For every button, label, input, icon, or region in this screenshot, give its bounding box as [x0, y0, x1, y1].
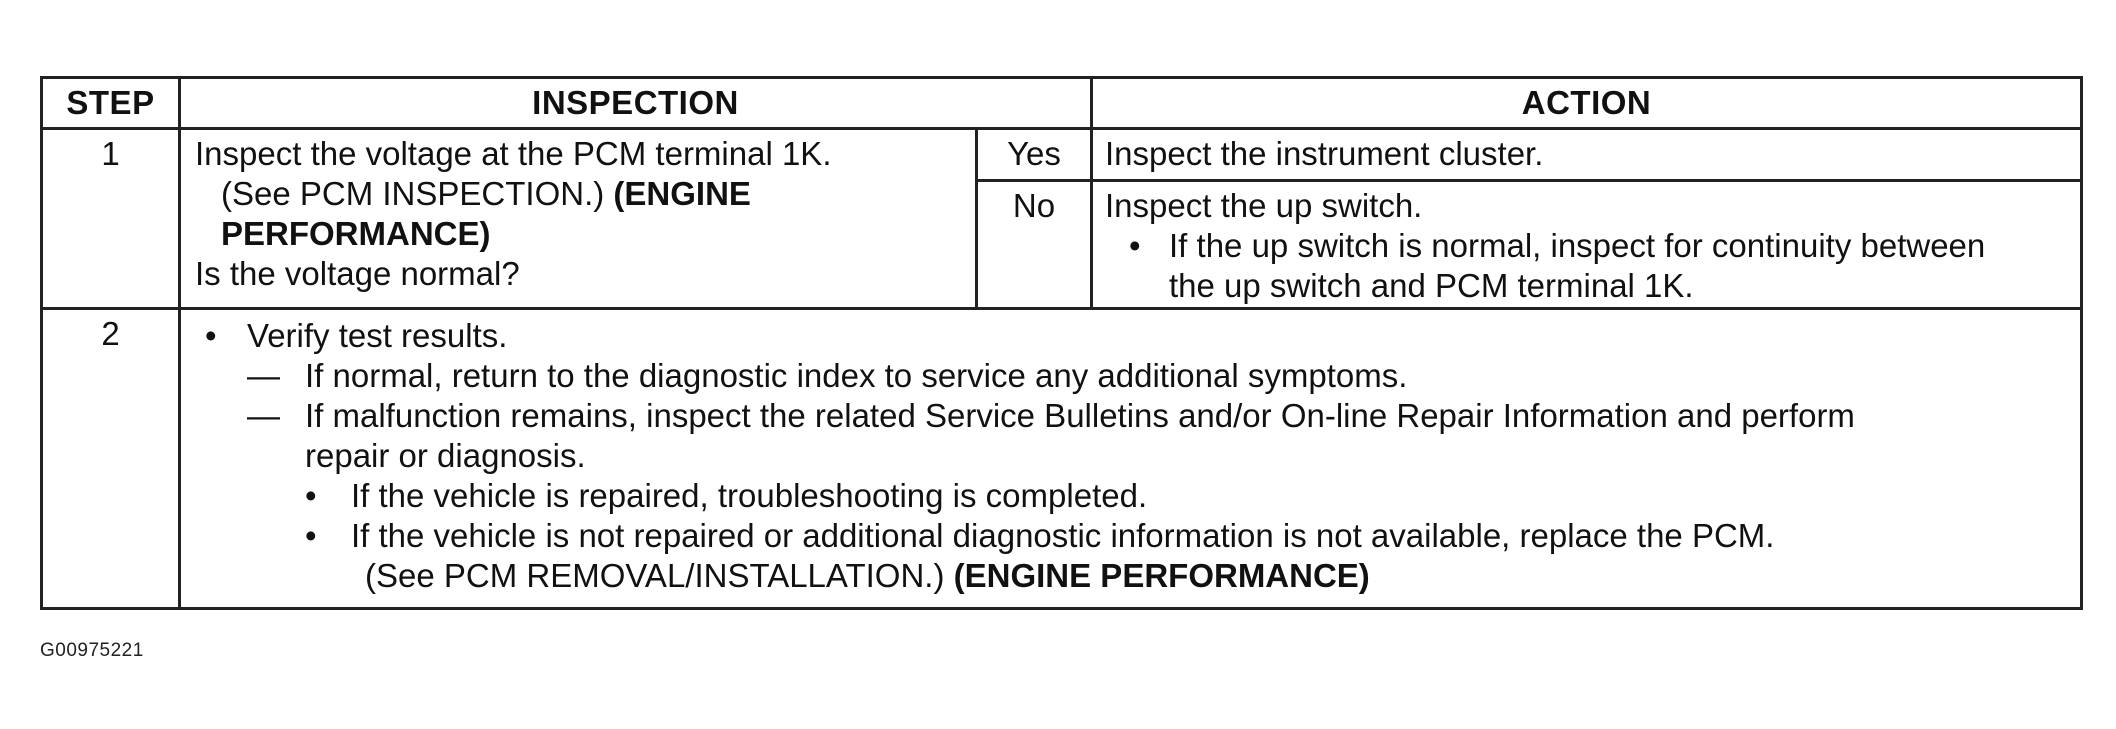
- dash-icon: —: [247, 397, 280, 434]
- step-number-2: 2: [42, 309, 180, 609]
- step1-reference-bold-cont: PERFORMANCE): [221, 215, 491, 252]
- step1-inspection: [180, 129, 977, 309]
- header-action: ACTION: [1092, 78, 2082, 129]
- no-action-bullet-line2: the up switch and PCM terminal 1K.: [1169, 267, 1694, 304]
- header-row: [42, 78, 2082, 129]
- header-inspection: INSPECTION: [180, 78, 1092, 129]
- step2-dash2-line2: repair or diagnosis.: [305, 437, 586, 474]
- step2-sub2: [205, 516, 2070, 556]
- step1-reference-text: (See PCM INSPECTION.): [221, 175, 605, 212]
- bullet-icon: •: [305, 517, 317, 554]
- step2-sub2-reference: [205, 556, 2070, 596]
- step2-sub2-reference-bold: (ENGINE PERFORMANCE): [953, 557, 1370, 594]
- dash-icon: —: [247, 357, 280, 394]
- bullet-icon: •: [305, 477, 317, 514]
- bullet-icon: •: [205, 317, 217, 354]
- header-step: STEP: [42, 78, 180, 129]
- step1-yes-row: [42, 129, 2082, 181]
- step1-question: Is the voltage normal?: [195, 255, 520, 292]
- no-action-main: Inspect the up switch.: [1105, 187, 1423, 224]
- diagnostic-table: [40, 76, 2083, 610]
- step2-sub2-reference-text: (See PCM REMOVAL/INSTALLATION.): [365, 557, 945, 594]
- step2-dash2-line1: If malfunction remains, inspect the related Service Bulletins and/or On-line Repair Information and perform: [305, 397, 1855, 434]
- step2-row: [42, 309, 2082, 609]
- step1-inspection-line1: Inspect the voltage at the PCM terminal 1K.: [195, 135, 832, 172]
- step-number-1: 1: [42, 129, 180, 309]
- step2-content: [180, 309, 2082, 609]
- step2-sub1: [205, 476, 2070, 516]
- step2-sub1-text: If the vehicle is repaired, troubleshooting is completed.: [351, 477, 1148, 514]
- no-action-bullet: [1105, 226, 2070, 306]
- bullet-icon: •: [1129, 227, 1141, 264]
- step2-dash1: [205, 356, 2070, 396]
- step2-sub2-line1: If the vehicle is not repaired or additional diagnostic information is not available, replace the PCM.: [351, 517, 1775, 554]
- step1-inspection-reference: [195, 174, 969, 214]
- step2-bullet-text: Verify test results.: [247, 317, 508, 354]
- no-label: No: [977, 181, 1092, 309]
- yes-label: Yes: [977, 129, 1092, 181]
- figure-id: G00975221: [40, 640, 144, 661]
- step2-bullet: [205, 316, 2070, 356]
- step1-reference-bold: (ENGINE: [613, 175, 751, 212]
- step2-dash1-text: If normal, return to the diagnostic index to service any additional symptoms.: [305, 357, 1408, 394]
- no-action-bullet-line1: If the up switch is normal, inspect for continuity between: [1169, 227, 1986, 264]
- yes-action: Inspect the instrument cluster.: [1092, 129, 2082, 181]
- step2-dash2: [205, 396, 2070, 476]
- no-action: [1092, 181, 2082, 309]
